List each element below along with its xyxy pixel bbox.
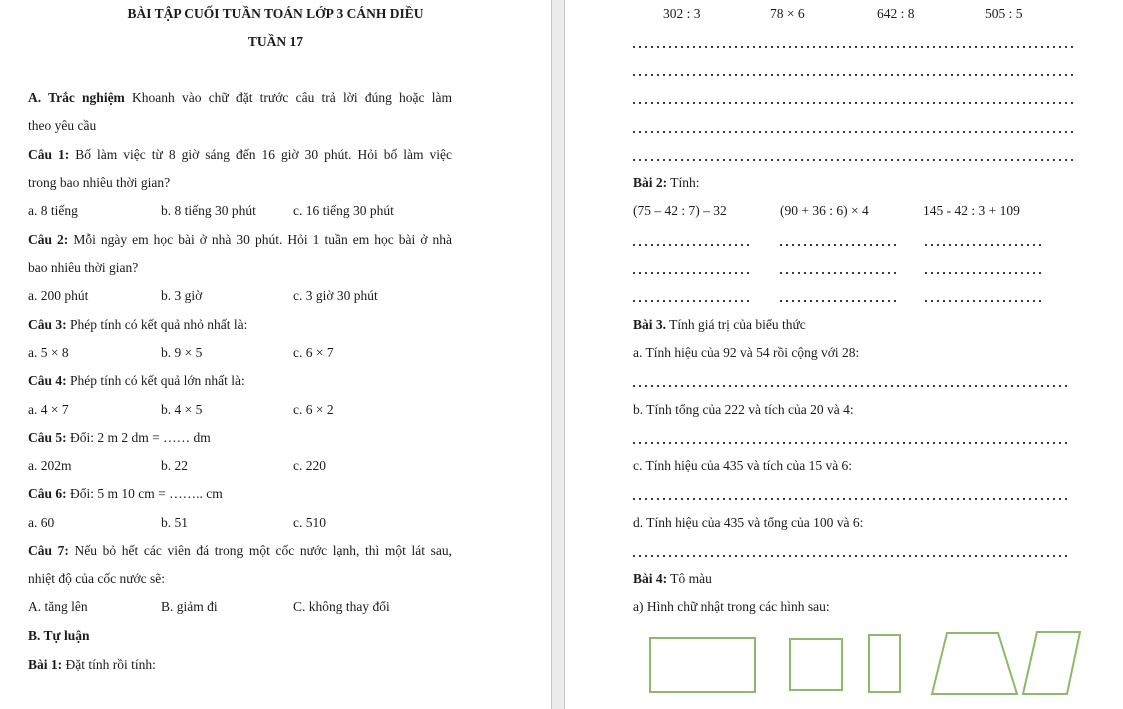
text-run: c. 220: [293, 458, 326, 473]
answer-option: [161, 597, 218, 617]
text-run: 642 : 8: [877, 6, 915, 21]
text-run: a. 200 phút: [28, 288, 89, 303]
text-run: Tô màu: [667, 571, 712, 586]
text-run: (75 – 42 : 7) – 32: [633, 203, 727, 218]
answer-option: [161, 456, 188, 476]
text-run: a. 4 × 7: [28, 402, 69, 417]
answer-option: [293, 456, 326, 476]
bold-text-run: Bài 1:: [28, 657, 63, 672]
bold-text-run: Bài 3.: [633, 317, 667, 332]
bold-text-run: Câu 6:: [28, 486, 67, 501]
bold-text-run: BÀI TẬP CUỐI TUẦN TOÁN LỚP 3 CÁNH DIỀU: [127, 6, 424, 21]
bold-text-run: Câu 7:: [28, 543, 69, 558]
text-run: b. Tính tổng của 222 và tích của 20 và 4:: [633, 402, 854, 417]
text-line: [28, 541, 452, 561]
bold-text-run: A. Trắc nghiệm: [28, 90, 125, 105]
answer-option: [28, 201, 78, 221]
bold-text-run: Câu 1:: [28, 147, 70, 162]
answer-option: [28, 513, 54, 533]
shape-square: [790, 639, 842, 690]
text-line: [28, 428, 211, 448]
text-run: Phép tính có kết quả lớn nhất là:: [66, 373, 245, 388]
text-run: 302 : 3: [663, 6, 701, 21]
text-run: a. 8 tiếng: [28, 203, 78, 218]
text-run: b. 8 tiếng 30 phút: [161, 203, 256, 218]
answer-option: [161, 343, 202, 363]
page-left: [0, 0, 551, 709]
text-run: 78 × 6: [770, 6, 805, 21]
bold-text-run: Bài 4:: [633, 571, 668, 586]
answer-option: [161, 513, 188, 533]
shape-rectangle-wide: [650, 638, 755, 692]
text-run: b. 9 × 5: [161, 345, 203, 360]
text-run: trong bao nhiêu thời gian?: [28, 175, 171, 190]
text-line: [0, 4, 551, 24]
text-line: [28, 145, 452, 165]
text-run: Nếu bỏ hết các viên đá trong một cốc nước lạnh, thì một lát sau,: [68, 543, 452, 558]
text-run: d. Tính hiệu của 435 và tổng của 100 và 6:: [633, 515, 864, 530]
answer-option: [161, 201, 256, 221]
text-run: a) Hình chữ nhật trong các hình sau:: [633, 599, 830, 614]
answer-option: [28, 343, 69, 363]
text-run: Phép tính có kết quả nhỏ nhất là:: [66, 317, 248, 332]
text-run: B. giảm đi: [161, 599, 218, 614]
answer-option: [28, 597, 88, 617]
text-line: [28, 626, 90, 646]
text-run: b. 4 × 5: [161, 402, 203, 417]
text-run: Tính:: [667, 175, 700, 190]
text-run: a. 60: [28, 515, 55, 530]
text-run: c. 6 × 2: [293, 402, 334, 417]
page-divider: [551, 0, 565, 709]
text-run: 145 - 42 : 3 + 109: [923, 203, 1020, 218]
text-run: c. Tính hiệu của 435 và tích của 15 và 6:: [633, 458, 853, 473]
text-run: Tính giá trị của biểu thức: [666, 317, 806, 332]
text-line: [28, 173, 170, 193]
answer-option: [293, 286, 378, 306]
bold-text-run: TUẦN 17: [247, 34, 304, 49]
bold-text-run: B. Tự luận: [28, 628, 90, 643]
text-run: a. 5 × 8: [28, 345, 69, 360]
text-line: [28, 230, 452, 250]
text-line: [0, 32, 551, 52]
shape-rectangle-tall: [869, 635, 900, 692]
bold-text-run: Bài 2:: [633, 175, 668, 190]
text-run: Bố làm việc từ 8 giờ sáng đến 16 giờ 30 phút. Hỏi bố làm việc: [69, 147, 452, 162]
text-run: Đổi: 2 m 2 dm = …… dm: [66, 430, 211, 445]
answer-option: [28, 456, 72, 476]
text-line: [28, 484, 223, 504]
text-run: Mỗi ngày em học bài ở nhà 30 phút. Hỏi 1 tuần em học bài ở nhà: [68, 232, 452, 247]
text-line: [28, 116, 96, 136]
text-line: [28, 258, 138, 278]
shape-trapezoid: [932, 633, 1017, 694]
text-line: [28, 655, 156, 675]
text-run: Khoanh vào chữ đặt trước câu trả lời đúng hoặc làm: [124, 90, 452, 105]
text-run: a. Tính hiệu của 92 và 54 rồi cộng với 28:: [633, 345, 860, 360]
answer-option: [293, 343, 334, 363]
text-run: b. 51: [161, 515, 188, 530]
text-run: bao nhiêu thời gian?: [28, 260, 139, 275]
answer-option: [293, 513, 326, 533]
text-run: c. 16 tiếng 30 phút: [293, 203, 394, 218]
bold-text-run: Câu 3:: [28, 317, 67, 332]
text-run: C. không thay đổi: [293, 599, 390, 614]
answer-option: [161, 286, 202, 306]
coloring-shapes-figure: [565, 0, 1123, 709]
answer-option: [293, 400, 334, 420]
text-run: a. 202m: [28, 458, 72, 473]
text-run: c. 3 giờ 30 phút: [293, 288, 378, 303]
text-run: Đặt tính rồi tính:: [62, 657, 156, 672]
text-run: b. 22: [161, 458, 188, 473]
text-line: [28, 315, 247, 335]
text-run: b. 3 giờ: [161, 288, 203, 303]
text-run: c. 6 × 7: [293, 345, 334, 360]
answer-option: [293, 597, 390, 617]
text-run: 505 : 5: [985, 6, 1023, 21]
answer-option: [28, 400, 69, 420]
text-run: nhiệt độ của cốc nước sẽ:: [28, 571, 166, 586]
text-run: theo yêu cầu: [28, 118, 97, 133]
text-run: c. 510: [293, 515, 326, 530]
text-line: [28, 88, 452, 108]
page-right: [565, 0, 1123, 709]
text-line: [28, 569, 165, 589]
text-run: Đổi: 5 m 10 cm = …….. cm: [66, 486, 223, 501]
shape-parallelogram: [1023, 632, 1080, 694]
text-line: [28, 371, 245, 391]
answer-option: [293, 201, 394, 221]
bold-text-run: Câu 2:: [28, 232, 69, 247]
bold-text-run: Câu 4:: [28, 373, 67, 388]
text-run: (90 + 36 : 6) × 4: [780, 203, 869, 218]
text-run: A. tăng lên: [28, 599, 88, 614]
answer-option: [161, 400, 202, 420]
bold-text-run: Câu 5:: [28, 430, 67, 445]
answer-option: [28, 286, 88, 306]
